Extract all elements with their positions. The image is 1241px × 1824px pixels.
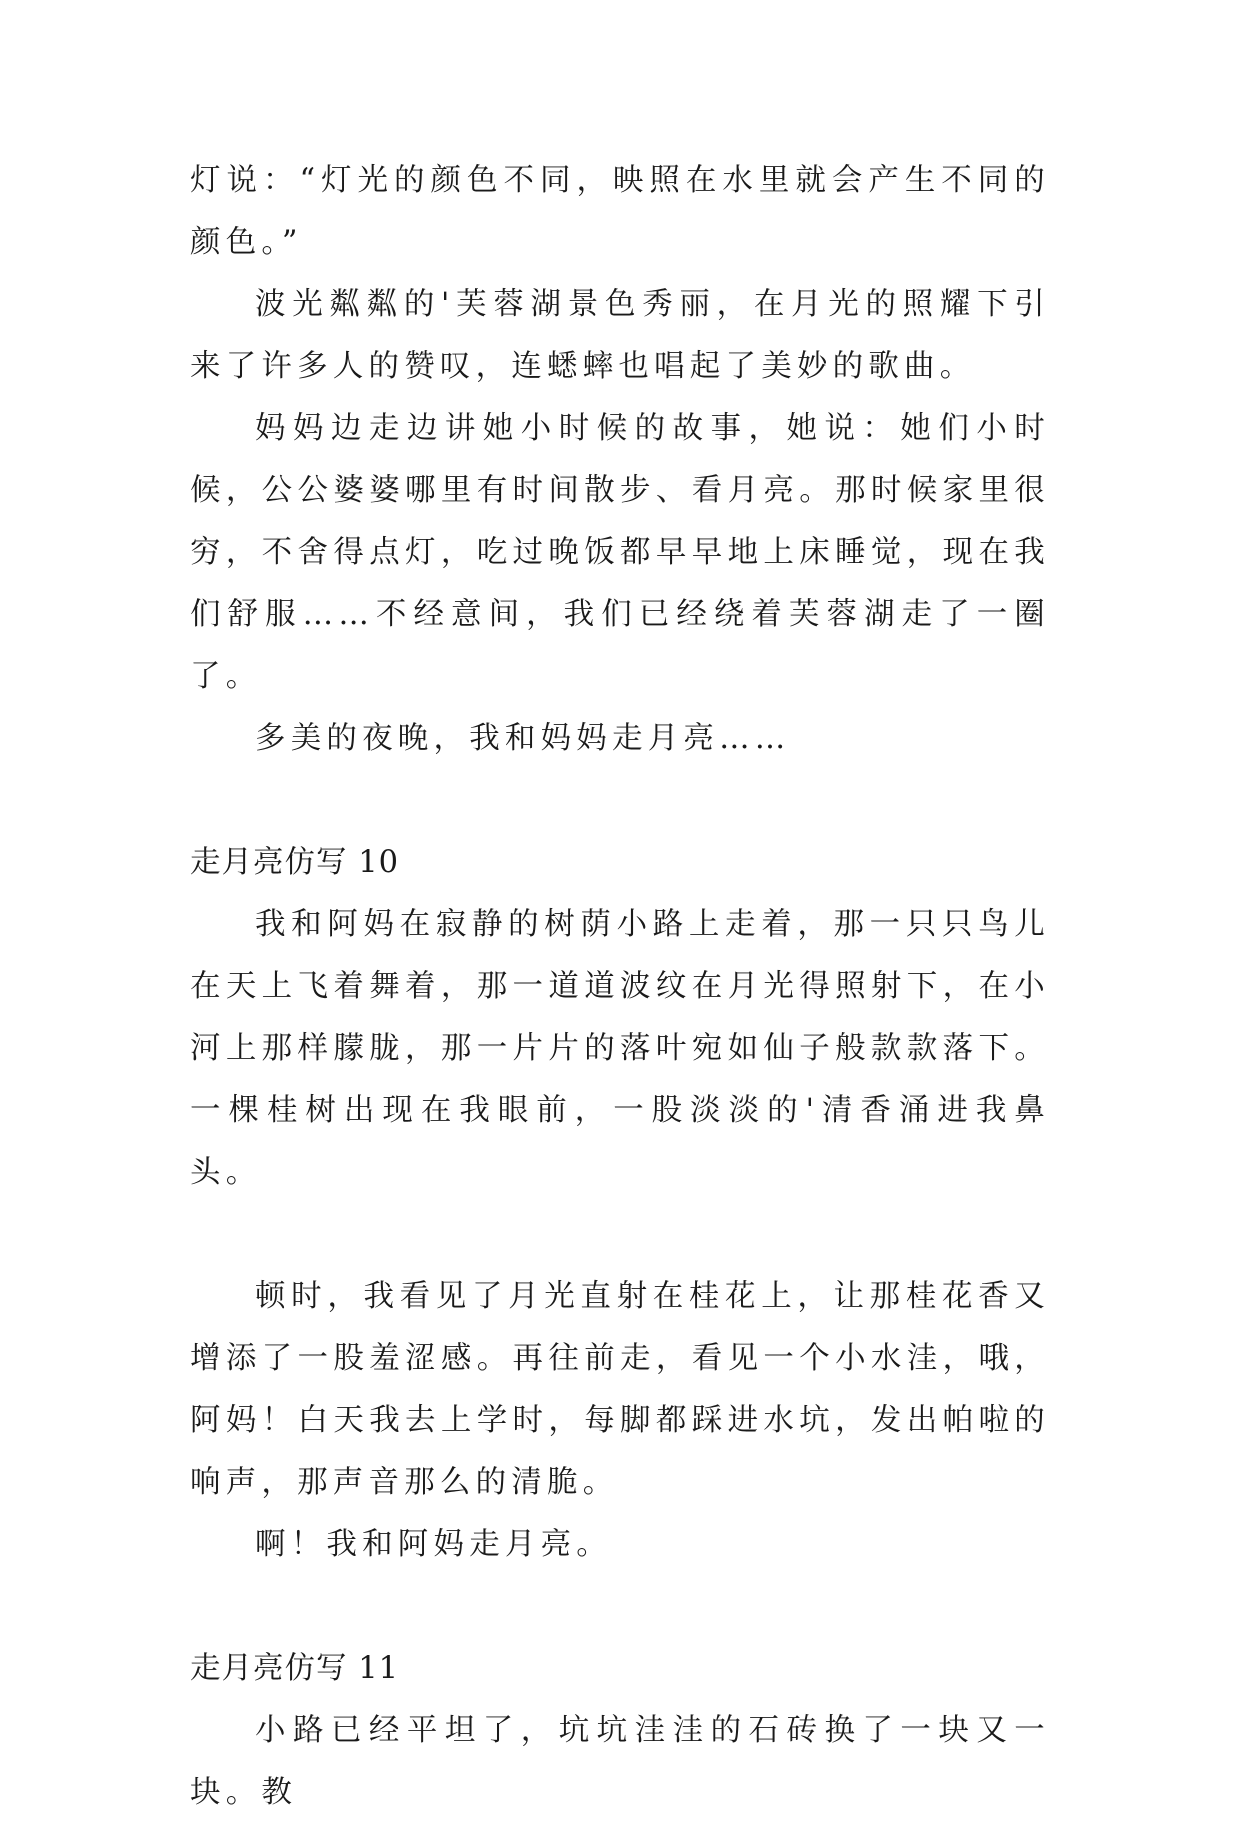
blank-line xyxy=(190,770,1050,832)
paragraph: 顿时，我看见了月光直射在桂花上，让那桂花香又增添了一股羞涩感。再往前走，看见一个小水洼，哦，阿妈！白天我去上学时，每脚都踩进水坑，发出帕啦的响声，那声音那么的清脆。 xyxy=(190,1279,1050,1500)
paragraph: 我和阿妈在寂静的树荫小路上走着，那一只只鸟儿在天上飞着舞着，那一道道波纹在月光得照射下，在小河上那样朦胧，那一片片的落叶宛如仙子般款款落下。一棵桂树出现在我眼前，一股淡淡的'清香涌进我鼻头。 xyxy=(190,907,1050,1190)
blank-line xyxy=(190,1576,1050,1638)
blank-line xyxy=(190,1204,1050,1266)
paragraph: 多美的夜晚，我和妈妈走月亮…… xyxy=(255,721,791,756)
paragraph: 啊！我和阿妈走月亮。 xyxy=(255,1527,612,1562)
paragraph: 波光粼粼的'芙蓉湖景色秀丽，在月光的照耀下引来了许多人的赞叹，连蟋蟀也唱起了美妙的歌曲。 xyxy=(190,287,1050,384)
paragraph: 小路已经平坦了，坑坑洼洼的石砖换了一块又一块。教 xyxy=(190,1713,1050,1810)
paragraph: 灯说：“灯光的颜色不同，映照在水里就会产生不同的颜色。” xyxy=(190,163,1050,260)
document-page xyxy=(190,150,1050,1824)
paragraph: 妈妈边走边讲她小时候的故事，她说：她们小时候，公公婆婆哪里有时间散步、看月亮。那时候家里很穷，不舍得点灯，吃过晚饭都早早地上床睡觉，现在我们舒服……不经意间，我们已经绕着芙蓉湖走了一圈了。 xyxy=(190,411,1050,694)
section-title: 走月亮仿写 11 xyxy=(190,1651,400,1686)
section-title: 走月亮仿写 10 xyxy=(190,845,400,880)
